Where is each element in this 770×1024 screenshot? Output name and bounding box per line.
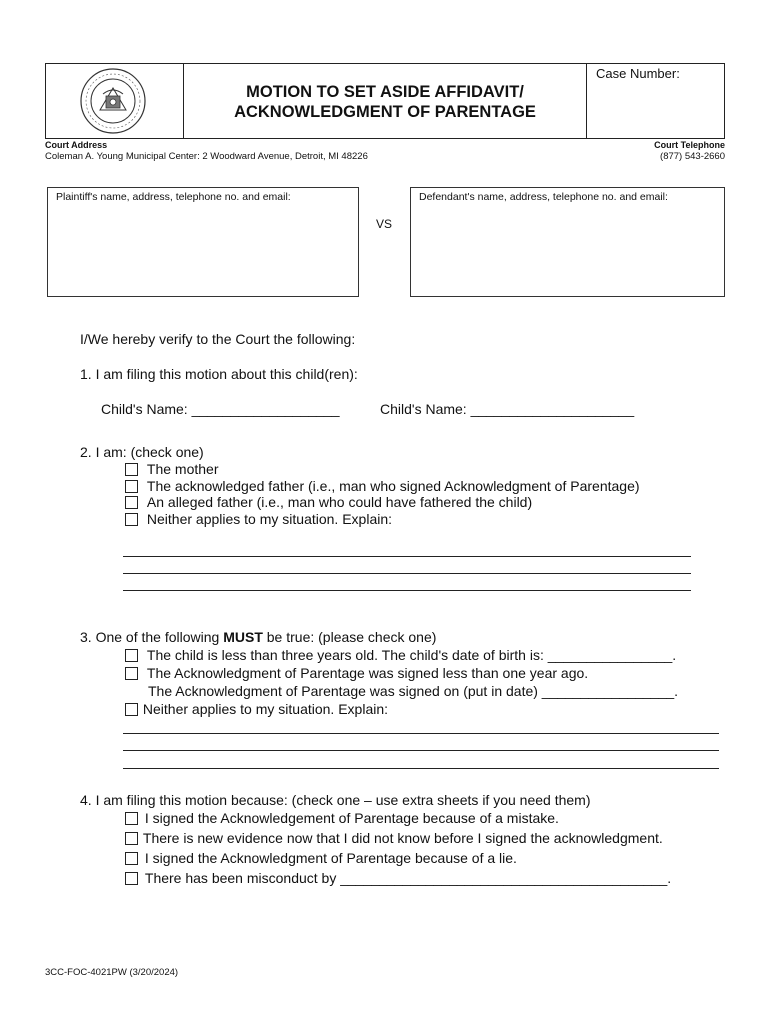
q4-option-new-evidence[interactable] [125, 830, 663, 846]
q3-option-neither[interactable] [125, 701, 388, 717]
q3-explain-line-1[interactable] [123, 733, 719, 734]
title-line-1: MOTION TO SET ASIDE AFFIDAVIT/ [246, 83, 524, 101]
q2-explain-line-1[interactable] [123, 556, 691, 557]
checkbox[interactable] [125, 480, 138, 493]
q3-text-bold: MUST [223, 629, 263, 645]
q3-text [80, 629, 436, 645]
case-number-label: Case Number: [596, 66, 680, 81]
option-label: The acknowledged father (i.e., man who signed Acknowledgment of Parentage) [146, 478, 640, 494]
q3-signed-on-date[interactable]: The Acknowledgment of Parentage was signed on (put in date) _________________. [148, 683, 679, 699]
q2-option-acknowledged-father[interactable] [125, 478, 640, 494]
q1-text: 1. I am filing this motion about this child(ren): [80, 366, 358, 382]
q2-explain-line-3[interactable] [123, 590, 691, 591]
checkbox[interactable] [125, 832, 138, 845]
q4-text: 4. I am filing this motion because: (check one – use extra sheets if you need them) [80, 792, 591, 808]
q4-option-misconduct[interactable] [125, 870, 671, 886]
defendant-label: Defendant's name, address, telephone no. and email: [419, 191, 668, 203]
q3-text-pre: 3. One of the following [80, 629, 224, 645]
option-label: I signed the Acknowledgment of Parentage because of a lie. [144, 850, 517, 866]
q3-text-post: be true: (please check one) [262, 629, 437, 645]
q3-explain-line-2[interactable] [123, 750, 719, 751]
q2-text: 2. I am: (check one) [80, 444, 204, 460]
court-address-label: Court Address [45, 140, 108, 150]
intro-text: I/We hereby verify to the Court the following: [80, 331, 356, 347]
court-telephone-label: Court Telephone [654, 140, 725, 150]
q2-option-alleged-father[interactable] [125, 494, 532, 510]
court-seal-icon [78, 66, 148, 136]
option-label: The mother [146, 461, 219, 477]
checkbox[interactable] [125, 812, 138, 825]
vs-label: VS [376, 217, 393, 231]
page-title [184, 82, 586, 122]
q4-option-mistake[interactable] [125, 810, 559, 826]
option-label: There is new evidence now that I did not know before I signed the acknowledgment. [142, 830, 663, 846]
checkbox[interactable] [125, 703, 138, 716]
child-name-field-2[interactable]: Child's Name: _____________________ [380, 401, 635, 417]
plaintiff-label: Plaintiff's name, address, telephone no. and email: [56, 191, 291, 203]
q2-option-neither[interactable] [125, 511, 392, 527]
option-label: There has been misconduct by __________________________________________. [144, 870, 672, 886]
checkbox[interactable] [125, 852, 138, 865]
checkbox[interactable] [125, 513, 138, 526]
q3-option-under-three[interactable] [125, 647, 676, 663]
court-address-value: Coleman A. Young Municipal Center: 2 Woodward Avenue, Detroit, MI 48226 [45, 151, 368, 162]
checkbox[interactable] [125, 667, 138, 680]
q2-option-mother[interactable] [125, 461, 218, 477]
court-telephone-value: (877) 543-2660 [660, 151, 725, 162]
checkbox[interactable] [125, 496, 138, 509]
q3-explain-line-3[interactable] [123, 768, 719, 769]
checkbox[interactable] [125, 463, 138, 476]
defendant-field[interactable] [410, 187, 725, 297]
form-id: 3CC-FOC-4021PW (3/20/2024) [45, 967, 179, 978]
q4-option-lie[interactable] [125, 850, 517, 866]
q2-explain-line-2[interactable] [123, 573, 691, 574]
title-line-2: ACKNOWLEDGMENT OF PARENTAGE [234, 103, 536, 121]
seal-cell [45, 63, 184, 139]
checkbox[interactable] [125, 649, 138, 662]
checkbox[interactable] [125, 872, 138, 885]
option-label: Neither applies to my situation. Explain: [142, 701, 389, 717]
child-name-field-1[interactable]: Child's Name: ___________________ [101, 401, 340, 417]
q3-option-under-one-year[interactable] [125, 665, 588, 681]
option-label: An alleged father (i.e., man who could have fathered the child) [146, 494, 533, 510]
plaintiff-field[interactable] [47, 187, 359, 297]
option-label: I signed the Acknowledgement of Parentage because of a mistake. [144, 810, 559, 826]
option-label: The Acknowledgment of Parentage was signed less than one year ago. [146, 665, 589, 681]
option-label: The child is less than three years old. The child's date of birth is: ________________. [146, 647, 677, 663]
option-label: Neither applies to my situation. Explain: [146, 511, 393, 527]
